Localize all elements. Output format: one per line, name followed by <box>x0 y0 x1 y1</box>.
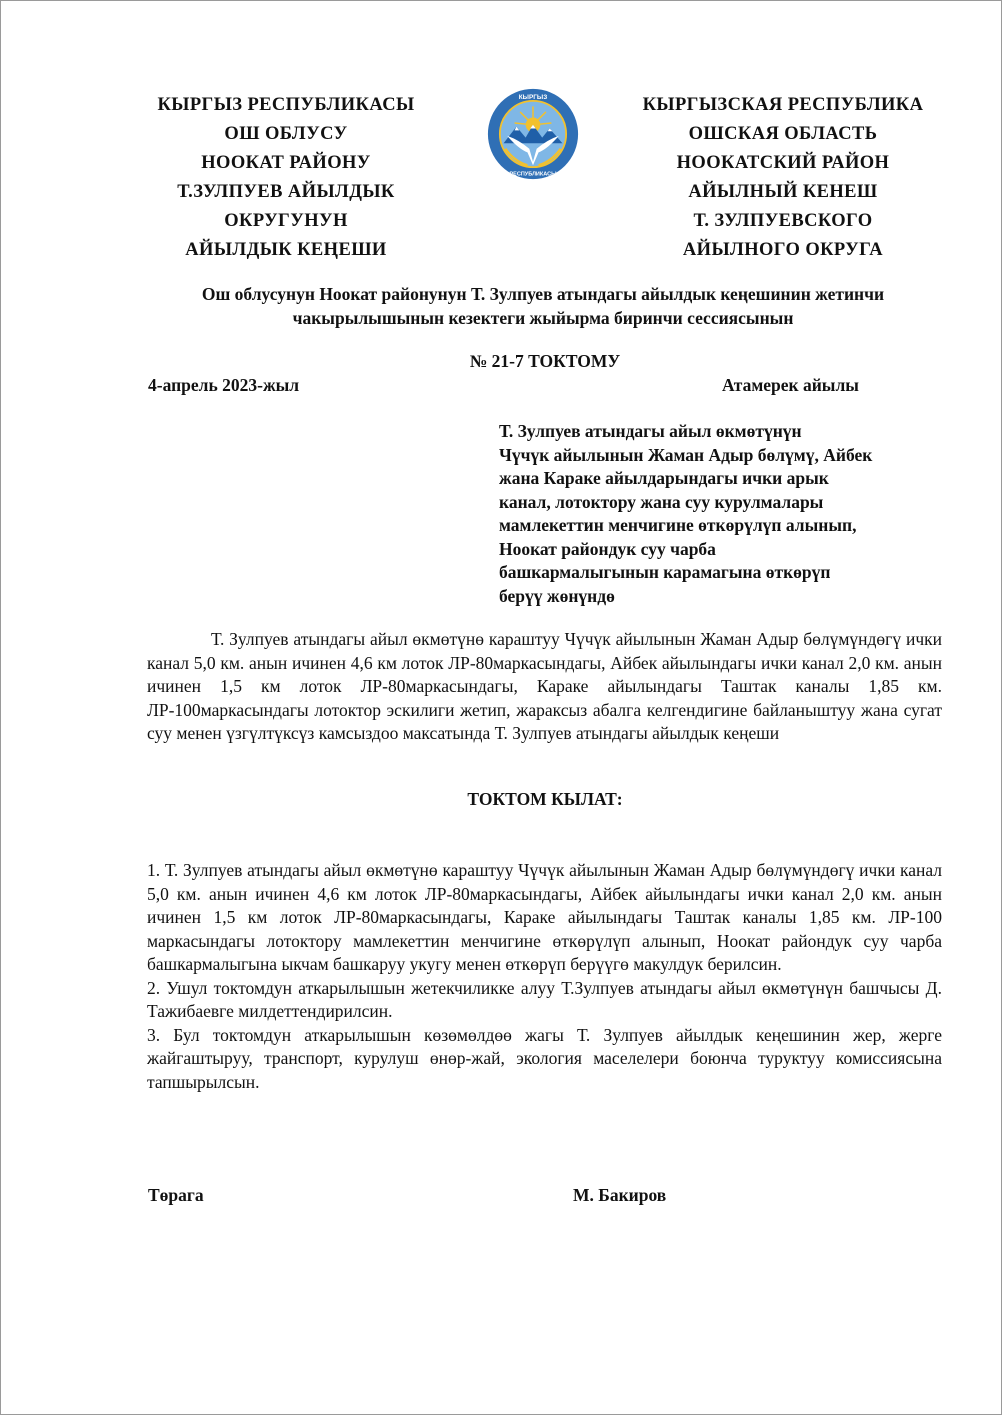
emblem-text-top: КЫРГЫЗ <box>518 94 548 102</box>
signature-name: М. Бакиров <box>573 1185 667 1205</box>
header-right-line: АЙЫЛНОГО ОКРУГА <box>682 239 884 260</box>
header-right-line: КЫРГЫЗСКАЯ РЕСПУБЛИКА <box>642 95 924 115</box>
header-right-line: АЙЫЛНЫЙ КЕНЕШ <box>688 181 878 202</box>
resolution-subject <box>499 420 959 608</box>
resolution-date: 4-апрель 2023-жыл <box>148 375 300 395</box>
resolution-place: Атамерек айылы <box>722 375 859 395</box>
header-left-block <box>131 91 441 264</box>
resolves-heading: ТОКТОМ КЫЛАТ: <box>467 789 623 809</box>
header-right-line: Т. ЗУЛПУЕВСКОГО <box>693 210 873 231</box>
subject-line: Т. Зулпуев атындагы айыл өкмөтүнүн <box>499 421 802 441</box>
state-emblem-icon <box>487 88 579 180</box>
subject-line: берүү жөнүндө <box>499 585 615 606</box>
subject-line: жана Караке айылдарындагы ички арык <box>499 468 829 488</box>
resolution-items <box>147 859 942 1094</box>
header-left-line: КЫРГЫЗ РЕСПУБЛИКАСЫ <box>157 95 415 115</box>
subject-line: Чүчүк айылынын Жаман Адыр бөлүмү, Айбек <box>499 444 873 465</box>
subject-line: Ноокат райондук суу чарба <box>499 538 716 559</box>
resolution-item: 1. Т. Зулпуев атындагы айыл өкмөтүнө караштуу Чүчүк айылынын Жаман Адыр бөлүмүндөгү ички канал 5,0 км. анын ичинен 4,6 км лоток ЛР-80маркасындагы, Айбек айылындагы ички канал 2,0 км. анын ичинен 1,5 км лоток ЛР-80маркасындагы, Караке айылындагы Таштак каналы 1,85 км. ЛР-100 маркасындагы лотоктору мамлекеттин менчигине өткөрүлүп алынып, Ноокат райондук суу чарба башкармалыгына ыкчам башкаруу укугу менен өткөрүп берүүгө макулдук берилсин. <box>147 860 942 974</box>
resolution-number: № 21-7 ТОКТОМУ <box>469 351 621 371</box>
header-left-line: НООКАТ РАЙОНУ <box>201 152 371 173</box>
header-right-block <box>613 91 953 264</box>
preamble-paragraph: Т. Зулпуев атындагы айыл өкмөтүнө караштуу Чүчүк айылынын Жаман Адыр бөлүмүндөгү ички канал 5,0 км. анын ичинен 4,6 км лоток ЛР-80маркасындагы, Айбек айылындагы ички канал 2,0 км. анын ичинен 1,5 км лоток ЛР-80маркасындагы, Караке айылындагы Таштак каналы 1,85 км. ЛР-100маркасындагы лотоктор эскилиги жетип, жараксыз абалга келгендигине байланыштуу жана сугат суу менен үзгүлтүксүз камсыздоо максатында Т. Зулпуев атындагы айылдык кеңеши <box>147 629 942 743</box>
header-right-line: НООКАТСКИЙ РАЙОН <box>676 152 890 173</box>
header-right-line: ОШСКАЯ ОБЛАСТЬ <box>688 123 878 144</box>
header-left-line: АЙЫЛДЫК КЕҢЕШИ <box>185 239 387 260</box>
subject-line: канал, лотоктору жана суу курулмалары <box>499 491 824 512</box>
resolution-item: 3. Бул токтомдун аткарылышын көзөмөлдөө жагы Т. Зулпуев айылдык кеңешинин жер, жерге жайгаштыруу, транспорт, курулуш өнөр-жай, экология маселелери боюнча туруктуу комиссиясына тапшырылсын. <box>147 1024 942 1092</box>
session-title: Ош облусунун Ноокат районунун Т. Зулпуев атындагы айылдык кеңешинин жетинчи чакырылышынын кезектеги жыйырма биринчи сессиясынын <box>201 284 885 328</box>
signature-title: Төрага <box>148 1185 204 1205</box>
header-left-line: Т.ЗУЛПУЕВ АЙЫЛДЫК <box>177 181 395 202</box>
subject-line: башкармалыгынын карамагына өткөрүп <box>499 562 831 582</box>
resolution-item: 2. Ушул токтомдун аткарылышын жетекчиликке алуу Т.Зулпуев атындагы айыл өкмөтүнүн башчысы Д. Тажибаевге милдеттендирилсин. <box>147 977 942 1021</box>
subject-line: мамлекеттин менчигине өткөрүлүп алынып, <box>499 515 857 535</box>
emblem-text-bottom: РЕСПУБЛИКАСЫ <box>509 171 557 178</box>
header-left-line: ОШ ОБЛУСУ <box>224 123 348 144</box>
header-left-line: ОКРУГУНУН <box>224 210 348 231</box>
